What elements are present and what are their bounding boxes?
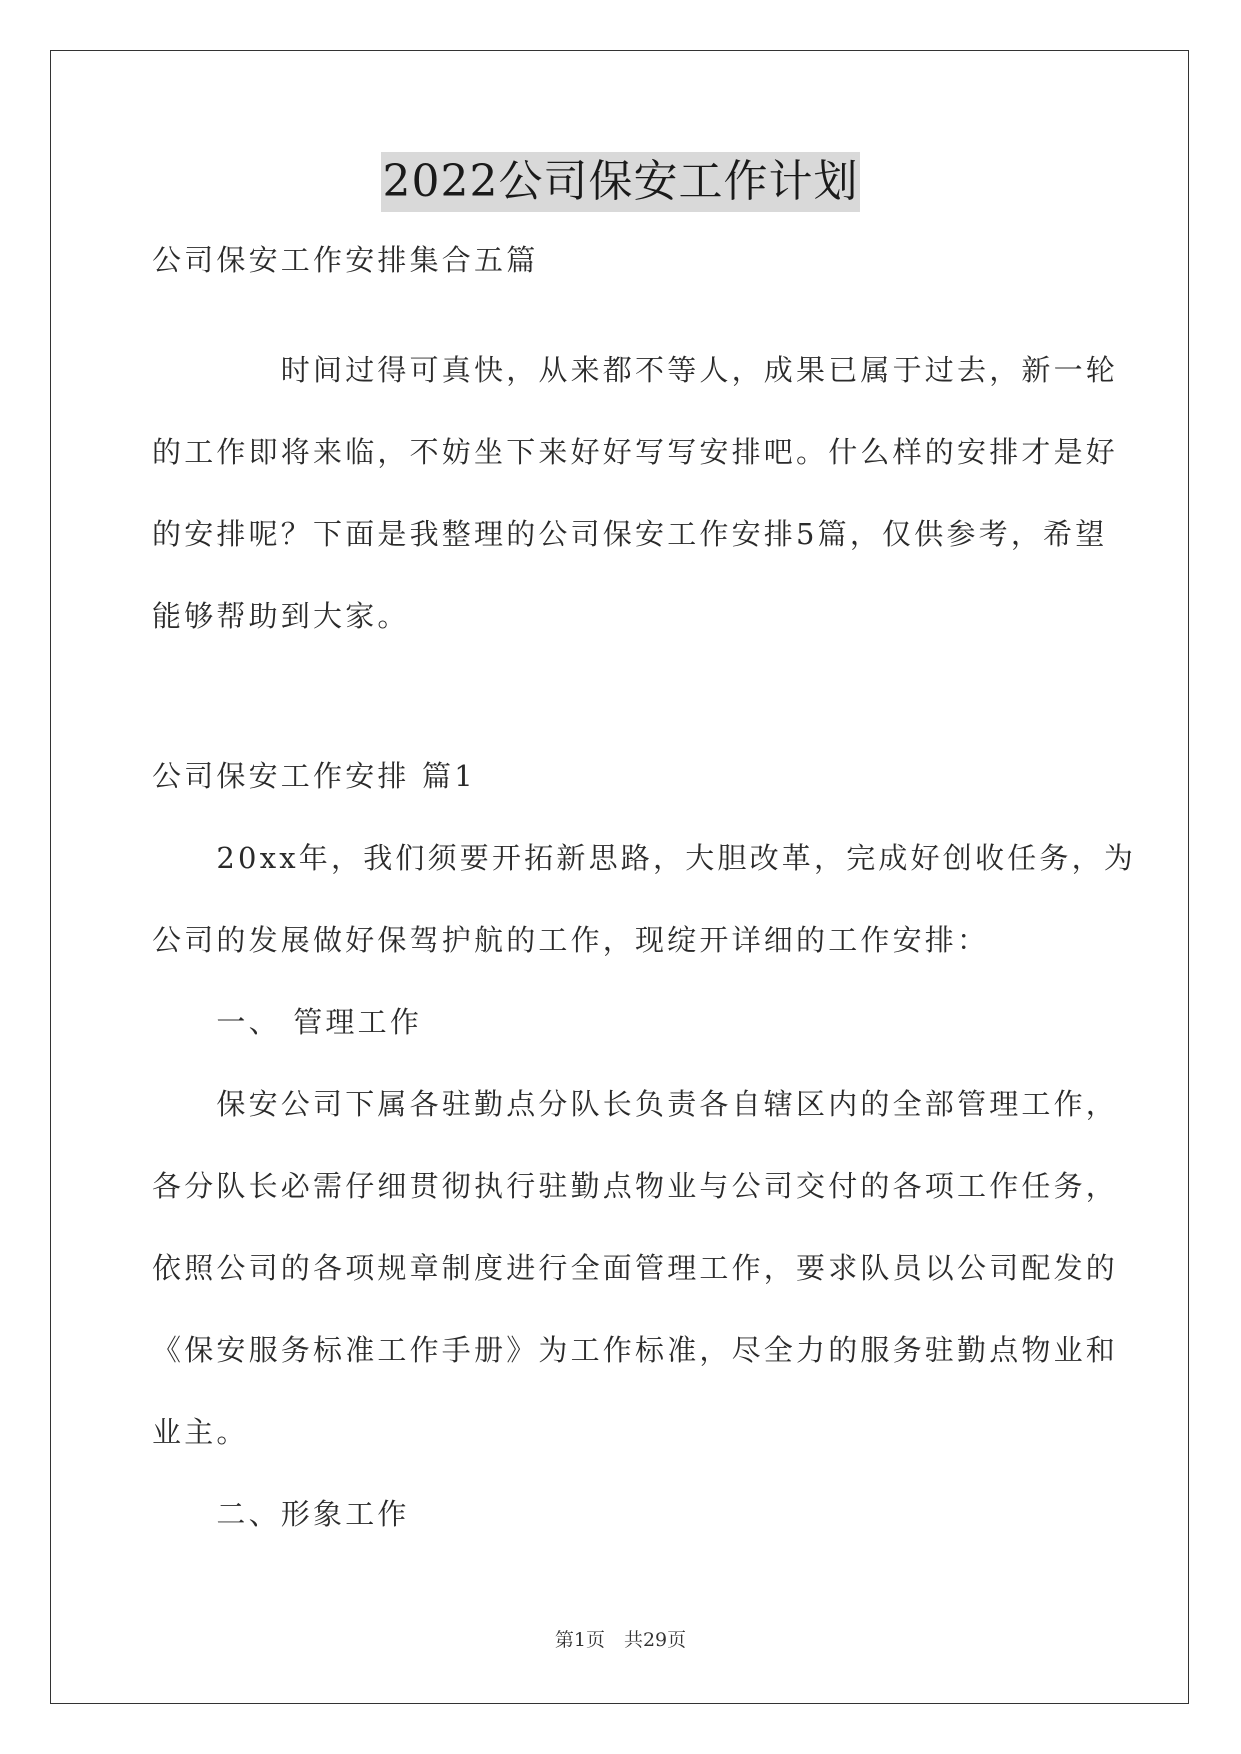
- subsection-heading: 二、形象工作: [152, 1497, 410, 1531]
- paragraph-line: 20xx年，我们须要开拓新思路，大胆改革，完成好创收任务，为: [152, 841, 1137, 875]
- paragraph-line: 《保安服务标准工作手册》为工作标准，尽全力的服务驻勤点物业和: [152, 1333, 1119, 1367]
- paragraph-line: 业主。: [152, 1415, 249, 1449]
- paragraph-line: 时间过得可真快，从来都不等人，成果已属于过去，新一轮: [152, 353, 1119, 387]
- document-title: 2022公司保安工作计划: [381, 152, 861, 212]
- subtitle-line: 公司保安工作安排集合五篇: [152, 243, 539, 277]
- title-container: [0, 152, 1241, 212]
- paragraph-line: 依照公司的各项规章制度进行全面管理工作，要求队员以公司配发的: [152, 1251, 1119, 1285]
- paragraph-line: 各分队长必需仔细贯彻执行驻勤点物业与公司交付的各项工作任务，: [152, 1169, 1119, 1203]
- section-heading: 公司保安工作安排 篇1: [152, 759, 476, 793]
- paragraph-line: 能够帮助到大家。: [152, 599, 410, 633]
- page-footer: 第1页 共29页: [554, 1629, 687, 1651]
- paragraph-line: 的工作即将来临，不妨坐下来好好写写安排吧。什么样的安排才是好: [152, 435, 1119, 469]
- paragraph-line: 保安公司下属各驻勤点分队长负责各自辖区内的全部管理工作，: [152, 1087, 1119, 1121]
- paragraph-line: 的安排呢？下面是我整理的公司保安工作安排5篇，仅供参考，希望: [152, 517, 1108, 551]
- subsection-heading: 一、 管理工作: [152, 1005, 423, 1039]
- paragraph-line: 公司的发展做好保驾护航的工作，现绽开详细的工作安排：: [152, 923, 990, 957]
